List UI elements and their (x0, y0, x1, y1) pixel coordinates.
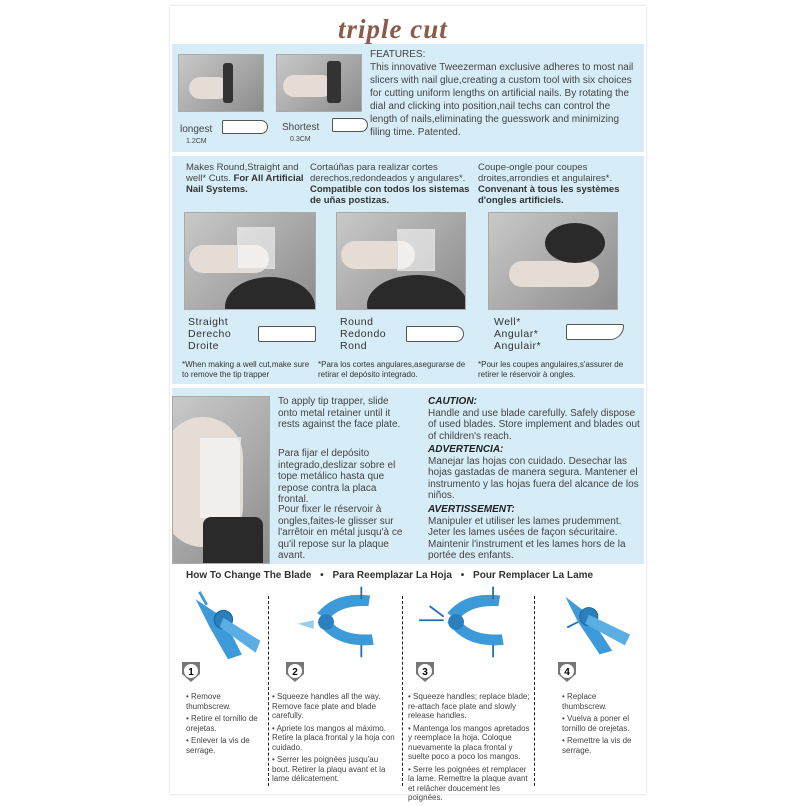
howto-en: How To Change The Blade (186, 570, 312, 581)
howto-fr: Pour Remplacer La Lame (473, 570, 594, 581)
longest-photo (178, 54, 264, 112)
trapper-en: To apply tip trapper, slide onto metal retainer until it rests against the face plate. (278, 396, 401, 430)
nail-straight-icon (258, 326, 316, 342)
svg-text:1: 1 (188, 667, 194, 678)
step-2-text: • Squeeze handles all the way. Remove face plate and blade carefully. • Apriete los mangos al máximo. Retire la placa frontal y la hoja con cuidado. • Serrer les poignées jusqu'au bout. Retirer la plaqu avant et la lame délicatement. (272, 692, 395, 783)
step-3-badge (414, 660, 436, 682)
svg-text:4: 4 (564, 667, 570, 678)
step-4-illustration (544, 586, 648, 658)
straight-cut-photo (184, 212, 316, 310)
caution-en: CAUTION: Handle and use blade carefully. Safely dispose of used blades. Store implement and blades out of children's reach. (428, 396, 640, 442)
nail-well-icon (566, 324, 624, 340)
note-es: *Para los cortes angulares,asegurarse de retirar el depósito integrado. (318, 360, 466, 379)
step-1-badge (180, 660, 202, 682)
round-cut-photo (336, 212, 466, 310)
page-title: triple cut (338, 14, 448, 44)
longest-value: 1.2CM (186, 138, 207, 145)
shape-straight: Straight Derecho Droite (188, 316, 232, 352)
nail-short-icon (332, 118, 368, 132)
step-2-badge (284, 660, 306, 682)
svg-text:3: 3 (422, 667, 428, 678)
features-text (370, 48, 640, 139)
step-3-text: • Squeeze handles; replace blade; re-attach face plate and slowly release handles. • Mantenga los mangos apretados y reemplace la hoja. Coloque nuevamente la placa frontal y suelte poco a poco los mangos. • Serre les poignées et remplacer la lame. Remettre la plaque avant et relâcher doucement les poignées. (408, 692, 530, 802)
shape-round: Round Redondo Rond (340, 316, 387, 352)
note-fr: *Pour les coupes angulaires,s'assurer de retirer le réservoir à ongles. (478, 360, 624, 379)
howto-es: Para Reemplazar La Hoja (332, 570, 452, 581)
well-cut-photo (488, 212, 618, 310)
shortest-value: 0.3CM (290, 136, 311, 143)
step-divider-3 (534, 596, 535, 786)
svg-text:2: 2 (292, 667, 298, 678)
step-divider-2 (402, 596, 403, 786)
longest-label: longest (180, 124, 213, 135)
caution-fr: AVERTISSEMENT: Manipuler et utiliser les lames prudemment. Jeter les lames usées de façon sécuritaire. Maintenir l'instrument et les lames hors de la portée des enfants. (428, 504, 626, 561)
cuts-es: Cortaúñas para realizar cortes derechos,redondeados y angulares*. Compatible con todos los sistemas de uñas postizas. (310, 162, 470, 206)
shortest-photo (276, 54, 362, 112)
shape-well: Well* Angular* Angulair* (494, 316, 542, 352)
step-4-badge (556, 660, 578, 682)
features-body: This innovative Tweezerman exclusive adheres to most nail slicers with nail glue,creating a custom tool with six choices for cutting uniform lengths on artificial nails. By rotating the dial and clicking into position,nail techs can control the length of nails,eliminating the guesswork and minimizing filing time. Patented. (370, 62, 634, 138)
step-1-illustration (176, 590, 280, 662)
step-4-text: • Replace thumbscrew. • Vuelva a poner el tornillo de orejetas. • Remettre la vis de serrage. (562, 692, 632, 755)
features-heading: FEATURES: (370, 49, 426, 60)
note-en: *When making a well cut,make sure to remove the tip trapper (182, 360, 310, 379)
cuts-fr: Coupe-ongle pour coupes droites,arrondies et angulaires*. Convenant à tous les systèmes d'ongles artificiels. (478, 162, 620, 206)
step-3-illustration (412, 586, 516, 658)
step-2-illustration (282, 586, 386, 658)
nail-round-icon (406, 326, 464, 342)
cuts-en: Makes Round,Straight and well* Cuts. For All Artificial Nail Systems. (186, 162, 304, 195)
shortest-label: Shortest (282, 122, 320, 133)
tip-trapper-photo (172, 396, 270, 564)
nail-long-icon (222, 120, 268, 134)
how-to-header: How To Change The Blade • Para Reemplazar La Hoja • Pour Remplacer La Lame (186, 570, 594, 581)
caution-es: ADVERTENCIA: Manejar las hojas con cuidado. Desechar las hojas gastadas de manera segura. Mantener el instrumento y las hojas fuera del alcance de los niños. (428, 444, 639, 501)
trapper-fr: Pour fixer le réservoir à ongles,faites-le glisser sur l'arrêtoir en métal jusqu'à ce qu'il repose sur la plaque avant. (278, 504, 403, 561)
trapper-es: Para fijar el depósito integrado,deslizar sobre el tope metálico hasta que repose contra la placa frontal. (278, 448, 396, 505)
step-1-text: • Remove thumbscrew. • Retire el tornillo de orejetas. • Enlever la vis de serrage. (186, 692, 258, 755)
